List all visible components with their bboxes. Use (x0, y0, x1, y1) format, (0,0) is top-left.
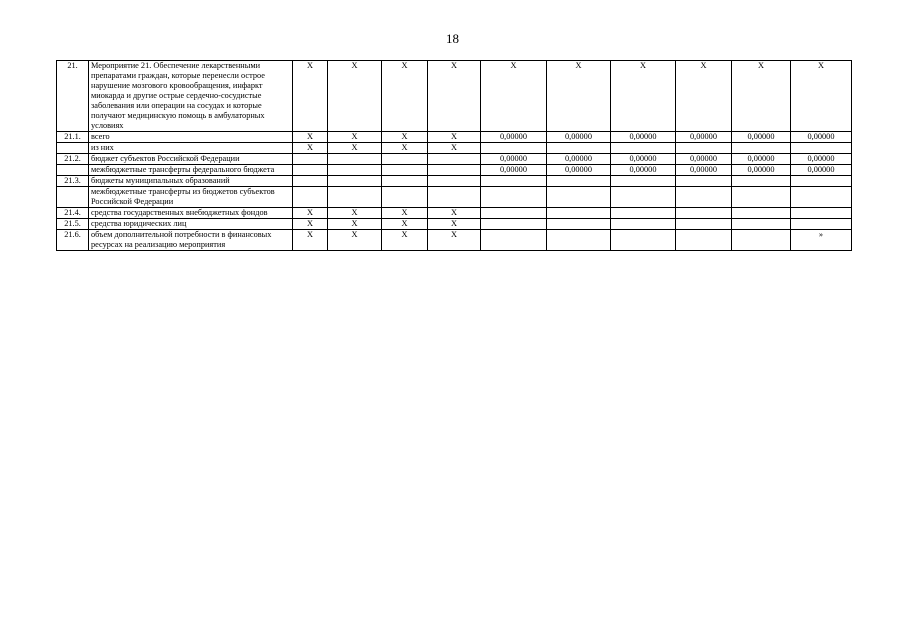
table-row (57, 230, 852, 251)
amount-cell-7 (611, 143, 676, 154)
indicator-cell-3: X (382, 230, 428, 251)
amount-cell-5: 0,00000 (481, 132, 547, 143)
amount-cell-9 (732, 143, 791, 154)
amount-cell-6 (547, 219, 611, 230)
amount-cell-7 (611, 219, 676, 230)
indicator-cell-3 (382, 187, 428, 208)
table-row (57, 154, 852, 165)
amount-cell-10 (791, 187, 852, 208)
amount-cell-9: 0,00000 (732, 132, 791, 143)
amount-cell-7 (611, 176, 676, 187)
row-number: 21.5. (57, 219, 89, 230)
row-description: всего (89, 132, 293, 143)
row-description: объем дополнительной потребности в финансовых ресурсах на реализацию мероприятия (89, 230, 293, 251)
indicator-cell-3: X (382, 132, 428, 143)
indicator-cell-3 (382, 176, 428, 187)
amount-cell-9 (732, 176, 791, 187)
amount-cell-8: 0,00000 (676, 132, 732, 143)
amount-cell-6: X (547, 61, 611, 132)
row-number: 21. (57, 61, 89, 132)
indicator-cell-3 (382, 165, 428, 176)
row-number: 21.2. (57, 154, 89, 165)
indicator-cell-1 (293, 165, 328, 176)
table-row (57, 187, 852, 208)
amount-cell-8 (676, 219, 732, 230)
amount-cell-10 (791, 143, 852, 154)
amount-cell-6 (547, 176, 611, 187)
row-number: 21.6. (57, 230, 89, 251)
financing-table (56, 60, 852, 251)
indicator-cell-2 (328, 154, 382, 165)
amount-cell-10 (791, 208, 852, 219)
amount-cell-8: X (676, 61, 732, 132)
indicator-cell-2: X (328, 230, 382, 251)
row-description: средства государственных внебюджетных фондов (89, 208, 293, 219)
table-row (57, 143, 852, 154)
amount-cell-10: X (791, 61, 852, 132)
indicator-cell-1 (293, 187, 328, 208)
indicator-cell-3 (382, 154, 428, 165)
amount-cell-6 (547, 230, 611, 251)
amount-cell-5: X (481, 61, 547, 132)
amount-cell-9: 0,00000 (732, 165, 791, 176)
indicator-cell-1 (293, 154, 328, 165)
amount-cell-10 (791, 176, 852, 187)
amount-cell-6 (547, 208, 611, 219)
table-row (57, 219, 852, 230)
row-number (57, 187, 89, 208)
row-number (57, 165, 89, 176)
indicator-cell-1: X (293, 230, 328, 251)
row-description: межбюджетные трансферты из бюджетов субъектов Российской Федерации (89, 187, 293, 208)
indicator-cell-4: X (428, 230, 481, 251)
indicator-cell-4: X (428, 61, 481, 132)
amount-cell-7 (611, 208, 676, 219)
amount-cell-5 (481, 187, 547, 208)
amount-cell-8 (676, 176, 732, 187)
amount-cell-6 (547, 143, 611, 154)
table-row (57, 176, 852, 187)
table-row (57, 165, 852, 176)
amount-cell-8: 0,00000 (676, 154, 732, 165)
row-description: бюджет субъектов Российской Федерации (89, 154, 293, 165)
table-row (57, 61, 852, 132)
indicator-cell-3: X (382, 143, 428, 154)
amount-cell-5 (481, 230, 547, 251)
indicator-cell-1: X (293, 61, 328, 132)
amount-cell-8: 0,00000 (676, 165, 732, 176)
indicator-cell-1 (293, 176, 328, 187)
indicator-cell-3: X (382, 208, 428, 219)
row-number: 21.3. (57, 176, 89, 187)
amount-cell-5: 0,00000 (481, 165, 547, 176)
indicator-cell-1: X (293, 143, 328, 154)
indicator-cell-1: X (293, 208, 328, 219)
amount-cell-6: 0,00000 (547, 132, 611, 143)
indicator-cell-2: X (328, 132, 382, 143)
amount-cell-9: 0,00000 (732, 154, 791, 165)
indicator-cell-4 (428, 154, 481, 165)
amount-cell-10: 0,00000 (791, 132, 852, 143)
amount-cell-5 (481, 208, 547, 219)
amount-cell-7: 0,00000 (611, 132, 676, 143)
indicator-cell-4: X (428, 143, 481, 154)
amount-cell-6: 0,00000 (547, 165, 611, 176)
row-description: межбюджетные трансферты федерального бюджета (89, 165, 293, 176)
indicator-cell-4 (428, 176, 481, 187)
amount-cell-8 (676, 143, 732, 154)
table-row (57, 132, 852, 143)
indicator-cell-4 (428, 187, 481, 208)
indicator-cell-2 (328, 165, 382, 176)
indicator-cell-2 (328, 187, 382, 208)
amount-cell-5 (481, 176, 547, 187)
indicator-cell-4: X (428, 132, 481, 143)
row-description: средства юридических лиц (89, 219, 293, 230)
amount-cell-7: 0,00000 (611, 165, 676, 176)
table-row (57, 208, 852, 219)
amount-cell-7: 0,00000 (611, 154, 676, 165)
indicator-cell-2: X (328, 219, 382, 230)
amount-cell-7 (611, 230, 676, 251)
page-number: 18 (446, 31, 459, 46)
indicator-cell-2: X (328, 143, 382, 154)
amount-cell-6 (547, 187, 611, 208)
amount-cell-10 (791, 219, 852, 230)
amount-cell-9 (732, 208, 791, 219)
amount-cell-6: 0,00000 (547, 154, 611, 165)
amount-cell-8 (676, 187, 732, 208)
amount-cell-9 (732, 230, 791, 251)
amount-cell-9 (732, 219, 791, 230)
indicator-cell-1: X (293, 219, 328, 230)
indicator-cell-4: X (428, 219, 481, 230)
row-description: из них (89, 143, 293, 154)
indicator-cell-4: X (428, 208, 481, 219)
indicator-cell-3: X (382, 219, 428, 230)
amount-cell-8 (676, 208, 732, 219)
amount-cell-9: X (732, 61, 791, 132)
indicator-cell-1: X (293, 132, 328, 143)
indicator-cell-3: X (382, 61, 428, 132)
amount-cell-8 (676, 230, 732, 251)
amount-cell-9 (732, 187, 791, 208)
row-number: 21.1. (57, 132, 89, 143)
amount-cell-10: » (791, 230, 852, 251)
amount-cell-10: 0,00000 (791, 165, 852, 176)
amount-cell-7 (611, 187, 676, 208)
indicator-cell-2: X (328, 61, 382, 132)
row-number (57, 143, 89, 154)
amount-cell-5: 0,00000 (481, 154, 547, 165)
row-description: Мероприятие 21. Обеспечение лекарственными препаратами граждан, которые перенесли острое нарушение мозгового кровообращения, инфаркт миокарда и другие острые сердечно-сосудистые заболевания или операции на сосудах и которые получают медицинскую помощь в амбулаторных условиях (89, 61, 293, 132)
row-number: 21.4. (57, 208, 89, 219)
amount-cell-10: 0,00000 (791, 154, 852, 165)
indicator-cell-2 (328, 176, 382, 187)
indicator-cell-2: X (328, 208, 382, 219)
indicator-cell-4 (428, 165, 481, 176)
amount-cell-7: X (611, 61, 676, 132)
amount-cell-5 (481, 143, 547, 154)
amount-cell-5 (481, 219, 547, 230)
row-description: бюджеты муниципальных образований (89, 176, 293, 187)
